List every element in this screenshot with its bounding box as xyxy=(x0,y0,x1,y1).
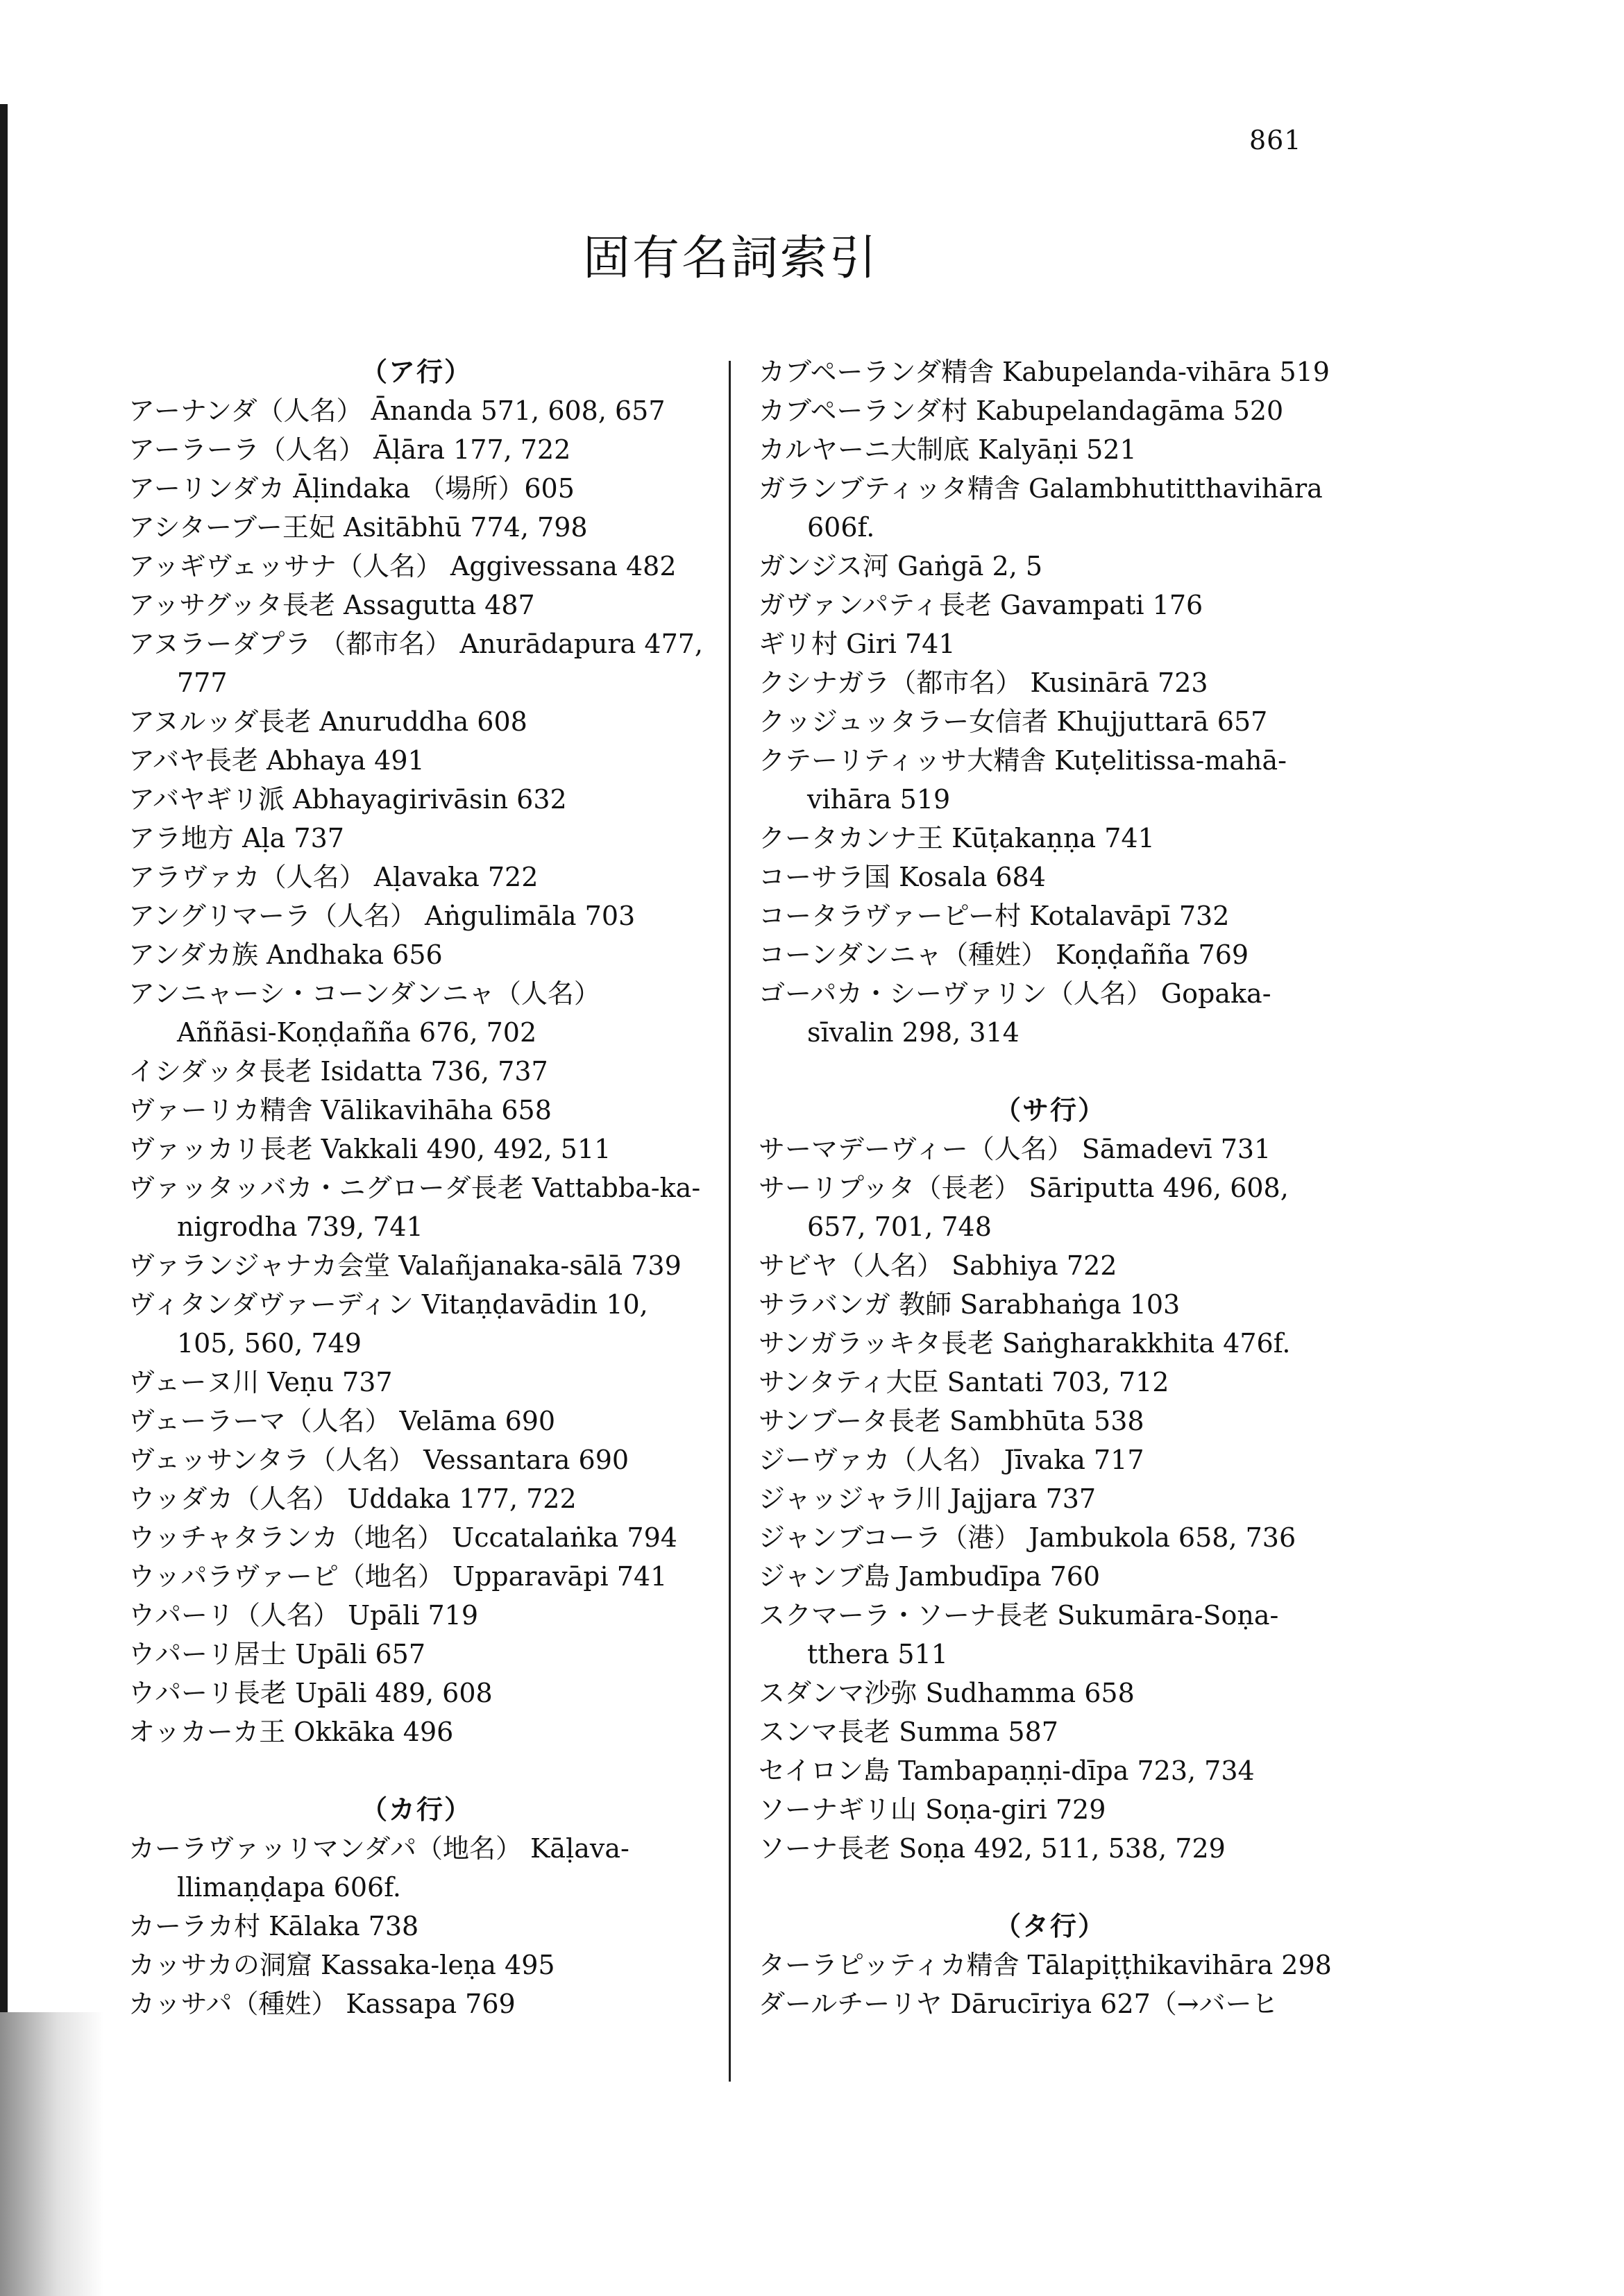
index-entry: ガランブティッタ精舎 Galambhutitthavihāra 606f. xyxy=(759,473,1323,543)
index-entry: オッカーカ王 Okkāka 496 xyxy=(128,1717,454,1747)
index-entry: ジャッジャラ川 Jajjara 737 xyxy=(759,1483,1097,1514)
index-entry: アラ地方 Aḷa 737 xyxy=(128,823,344,853)
index-entry: ヴェーヌ川 Veṇu 737 xyxy=(128,1367,393,1397)
index-entry: スクマーラ・ソーナ長老 Sukumāra-Soṇa-tthera 511 xyxy=(759,1600,1279,1669)
index-entry: ヴェーラーマ（人名） Velāma 690 xyxy=(128,1406,556,1436)
index-entry: アッギヴェッサナ（人名） Aggivessana 482 xyxy=(128,551,677,581)
index-entry: アバヤ長老 Abhaya 491 xyxy=(128,745,425,776)
index-entry: アンダカ族 Andhaka 656 xyxy=(128,939,443,970)
index-entry: ガンジス河 Gaṅgā 2, 5 xyxy=(759,551,1043,581)
index-entry: アーラーラ（人名） Āḷāra 177, 722 xyxy=(128,434,571,465)
section-heading: （サ行） xyxy=(994,1094,1106,1125)
index-entry: セイロン島 Tambapaṇṇi-dīpa 723, 734 xyxy=(759,1755,1255,1786)
page-edge-bar xyxy=(0,104,8,2012)
index-entry: サーリプッタ（長老） Sāriputta 496, 608, 657, 701, 748 xyxy=(759,1173,1289,1242)
index-entry: ウッパラヴァーピ（地名） Upparavāpi 741 xyxy=(128,1561,668,1592)
index-entry: サラバンガ 教師 Sarabhaṅga 103 xyxy=(759,1289,1181,1320)
index-entry: ギリ村 Giri 741 xyxy=(759,629,956,659)
index-entry: アングリマーラ（人名） Aṅgulimāla 703 xyxy=(128,901,636,931)
index-entry: ウッダカ（人名） Uddaka 177, 722 xyxy=(128,1483,577,1514)
index-entry: ウパーリ長老 Upāli 489, 608 xyxy=(128,1678,493,1708)
index-entry: ターラピッティカ精舎 Tālapiṭṭhikavihāra 298 xyxy=(759,1950,1332,1980)
index-entry: スダンマ沙弥 Sudhamma 658 xyxy=(759,1678,1135,1708)
index-entry: アンニャーシ・コーンダンニャ（人名） Aññāsi-Koṇḍañña 676, 702 xyxy=(128,978,600,1048)
index-entry: ヴィタンダヴァーディン Vitaṇḍavādin 10, 105, 560, 749 xyxy=(128,1289,648,1359)
index-entry: クータカンナ王 Kūṭakaṇṇa 741 xyxy=(759,823,1155,853)
index-entry: ダールチーリヤ Dārucīriya 627（→バーヒ xyxy=(759,1989,1278,2019)
index-entry: ヴァーリカ精舎 Vālikavihāha 658 xyxy=(128,1095,552,1125)
index-entry: アーナンダ（人名） Ānanda 571, 608, 657 xyxy=(128,396,666,426)
column-divider xyxy=(729,361,731,2082)
index-entry: サンガラッキタ長老 Saṅgharakkhita 476f. xyxy=(759,1328,1291,1359)
index-entry: カブペーランダ精舎 Kabupelanda-vihāra 519 xyxy=(759,357,1330,387)
section-spacer xyxy=(128,1751,704,1790)
index-entry: サンブータ長老 Sambhūta 538 xyxy=(759,1406,1144,1436)
index-entry: アヌルッダ長老 Anuruddha 608 xyxy=(128,706,527,737)
index-entry: ウパーリ居士 Upāli 657 xyxy=(128,1639,426,1669)
index-entry: カルヤーニ大制底 Kalyāṇi 521 xyxy=(759,434,1137,465)
index-entry: クシナガラ（都市名） Kusinārā 723 xyxy=(759,667,1208,698)
index-entry: アッサグッタ長老 Assagutta 487 xyxy=(128,590,535,620)
index-entry: カブペーランダ村 Kabupelandagāma 520 xyxy=(759,396,1284,426)
index-entry: ゴーパカ・シーヴァリン（人名） Gopaka-sīvalin 298, 314 xyxy=(759,978,1271,1048)
index-entry: アバヤギリ派 Abhayagirivāsin 632 xyxy=(128,784,567,815)
index-entry: ヴァッカリ長老 Vakkali 490, 492, 511 xyxy=(128,1134,611,1164)
index-entry: ウッチャタランカ（地名） Uccatalaṅka 794 xyxy=(128,1522,677,1553)
index-entry: カーラヴァッリマンダパ（地名） Kāḷava-llimaṇḍapa 606f. xyxy=(128,1833,629,1903)
index-entry: ジャンブコーラ（港） Jambukola 658, 736 xyxy=(759,1522,1296,1553)
index-entry: コーンダンニャ（種姓） Koṇḍañña 769 xyxy=(759,939,1249,970)
index-entry: ヴァッタッバカ・ニグローダ長老 Vattabba-ka-nigrodha 739, 741 xyxy=(128,1173,701,1242)
index-entry: スンマ長老 Summa 587 xyxy=(759,1717,1058,1747)
index-column-left xyxy=(128,352,704,2023)
index-entry: カッサパ（種姓） Kassapa 769 xyxy=(128,1989,516,2019)
index-entry: アーリンダカ Āḷindaka （場所）605 xyxy=(128,473,575,504)
index-entry: サンタティ大臣 Santati 703, 712 xyxy=(759,1367,1169,1397)
index-entry: サビヤ（人名） Sabhiya 722 xyxy=(759,1250,1117,1281)
index-entry: コータラヴァーピー村 Kotalavāpī 732 xyxy=(759,901,1230,931)
index-entry: ジャンブ島 Jambudīpa 760 xyxy=(759,1561,1101,1592)
index-entry: アシターブー王妃 Asitābhū 774, 798 xyxy=(128,512,588,543)
index-entry: サーマデーヴィー（人名） Sāmadevī 731 xyxy=(759,1134,1271,1164)
section-heading: （カ行） xyxy=(360,1794,472,1825)
index-entry: カッサカの洞窟 Kassaka-leṇa 495 xyxy=(128,1950,555,1980)
index-entry: ガヴァンパティ長老 Gavampati 176 xyxy=(759,590,1203,620)
index-entry: ヴェッサンタラ（人名） Vessantara 690 xyxy=(128,1445,629,1475)
page-title: 固有名詞索引 xyxy=(583,231,879,286)
section-spacer xyxy=(759,1052,1342,1091)
index-entry: クッジュッタラー女信者 Khujjuttarā 657 xyxy=(759,706,1268,737)
section-heading: （タ行） xyxy=(994,1910,1106,1941)
index-entry: クテーリティッサ大精舎 Kuṭelitissa-mahā-vihāra 519 xyxy=(759,745,1287,815)
index-entry: ソーナギリ山 Soṇa-giri 729 xyxy=(759,1794,1106,1825)
index-entry: コーサラ国 Kosala 684 xyxy=(759,862,1046,892)
index-entry: ウパーリ（人名） Upāli 719 xyxy=(128,1600,479,1631)
index-entry: ヴァランジャナカ会堂 Valañjanaka-sālā 739 xyxy=(128,1250,682,1281)
section-spacer xyxy=(759,1868,1342,1907)
index-entry: ジーヴァカ（人名） Jīvaka 717 xyxy=(759,1445,1144,1475)
index-entry: イシダッタ長老 Isidatta 736, 737 xyxy=(128,1056,548,1087)
index-entry: アヌラーダプラ （都市名） Anurādapura 477, 777 xyxy=(128,629,703,698)
index-entry: ソーナ長老 Soṇa 492, 511, 538, 729 xyxy=(759,1833,1226,1864)
index-entry: アラヴァカ（人名） Aḷavaka 722 xyxy=(128,862,539,892)
page-edge-shadow xyxy=(0,2012,104,2296)
index-entry: カーラカ村 Kālaka 738 xyxy=(128,1911,419,1941)
section-heading: （ア行） xyxy=(360,356,472,387)
index-column-right xyxy=(759,352,1342,2023)
page-number: 861 xyxy=(1249,125,1302,155)
